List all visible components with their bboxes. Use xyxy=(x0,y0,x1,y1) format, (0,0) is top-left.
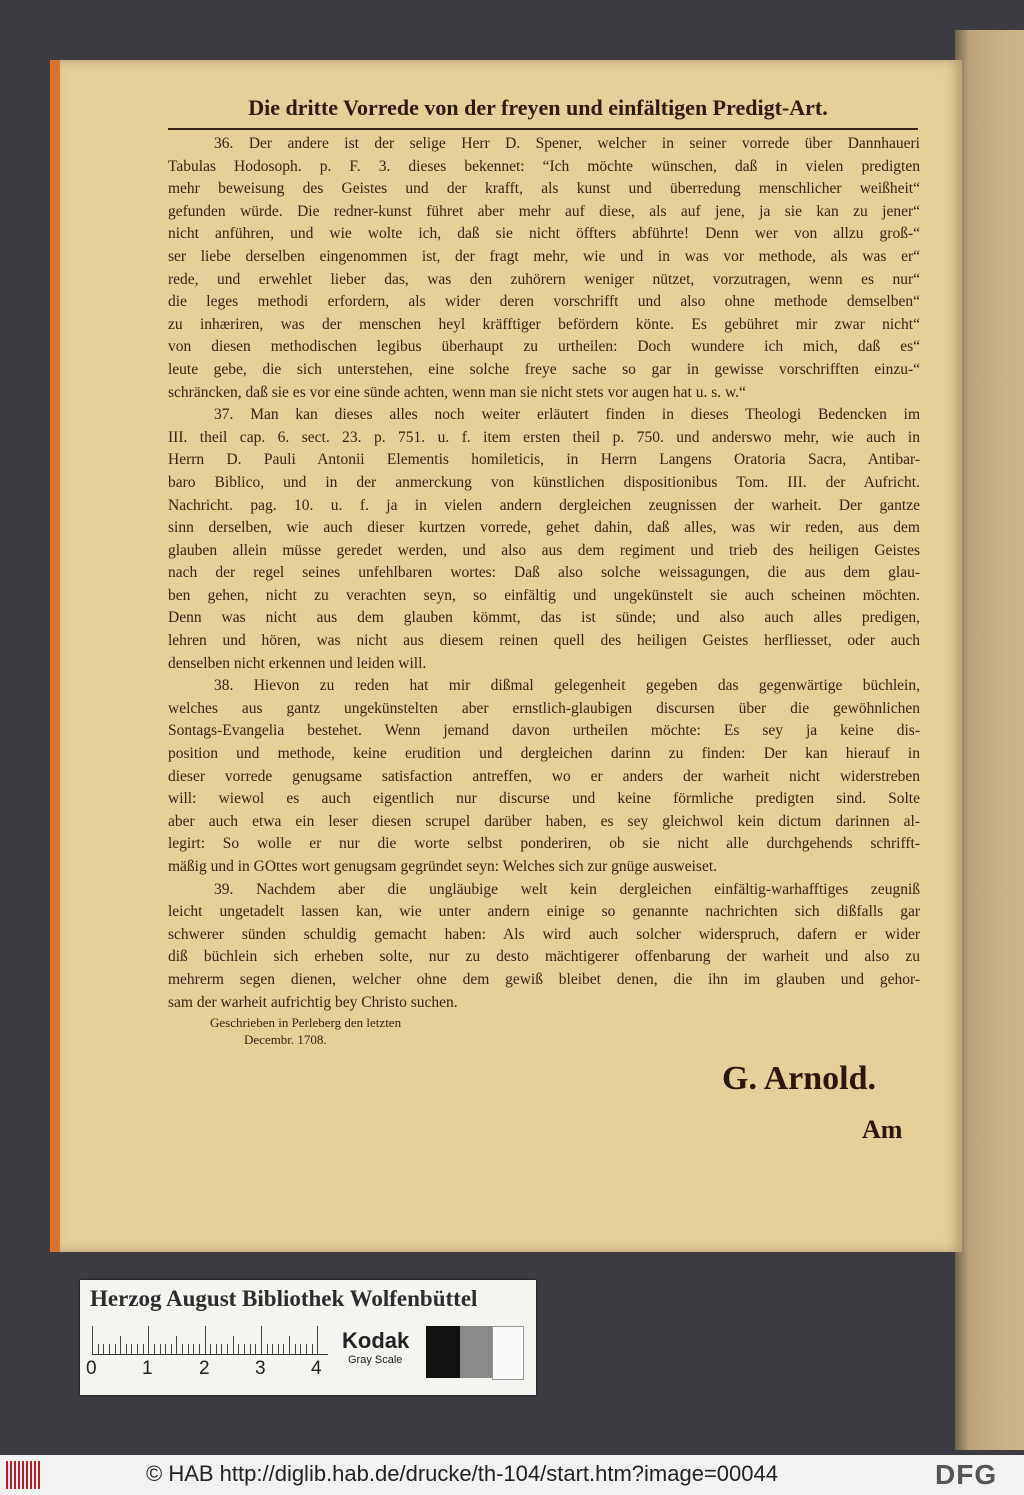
ruler-tick xyxy=(176,1336,177,1354)
text-line: diß büchlein sich erheben solte, nur zu desto mächtigerer offenbarung der warheit und also zu xyxy=(168,948,920,966)
ruler-tick xyxy=(227,1344,228,1354)
ruler-tick xyxy=(244,1344,245,1354)
ruler-tick xyxy=(210,1344,211,1354)
color-calibration-card xyxy=(80,1280,536,1395)
scale-ruler xyxy=(92,1326,328,1355)
text-line: schräncken, daß sie es vor eine sünde achten, wenn man sie nicht stets vor augen hat u. s. w.“ xyxy=(168,383,746,401)
ruler-tick xyxy=(131,1344,132,1354)
text-line: 38. Hievon zu reden hat mir dißmal gelegenheit gegeben das gegenwärtige büchlein, xyxy=(214,677,920,695)
ruler-number: 0 xyxy=(86,1358,97,1379)
hab-logo-icon xyxy=(6,1461,40,1489)
text-line: 39. Nachdem aber die ungläubige welt kein dergleichen einfältig-warhafftiges zeugniß xyxy=(214,880,920,898)
ruler-tick xyxy=(137,1344,138,1354)
ruler-tick xyxy=(283,1344,284,1354)
ruler-tick xyxy=(160,1344,161,1354)
ruler-number: 1 xyxy=(142,1358,153,1379)
ruler-tick xyxy=(295,1344,296,1354)
header-rule xyxy=(168,128,918,130)
ruler-tick xyxy=(109,1344,110,1354)
closing-date: Decembr. 1708. xyxy=(244,1032,327,1047)
text-line: baro Biblico, und in der anmerckung von künstlichen dispositionibus Tom. III. der Aufricht. xyxy=(168,473,920,491)
text-line: legirt: So wolle er nur die worte selbst ponderiren, ob sie nicht alle durchgehends schrifft- xyxy=(168,835,920,853)
ruler-tick xyxy=(92,1326,93,1354)
text-line: will: wiewol es auch eigentlich nur discurse und keine förmliche predigten sind. Solte xyxy=(168,790,920,808)
ruler-tick xyxy=(205,1326,206,1354)
ruler-tick xyxy=(120,1336,121,1354)
ruler-tick xyxy=(154,1344,155,1354)
text-line: Sontags-Evangelia bestehet. Wenn jemand davon urtheilen möchte: Es sey ja keine dis- xyxy=(168,722,920,740)
text-line: Denn was nicht aus dem glauben kömmt, das ist sünde; und also auch alles predigen, xyxy=(168,609,920,627)
white-swatch xyxy=(492,1326,524,1380)
ruler-tick xyxy=(182,1344,183,1354)
ruler-tick xyxy=(312,1344,313,1354)
ruler-tick xyxy=(317,1326,318,1354)
ruler-tick xyxy=(143,1344,144,1354)
text-line: welches aus gantz ungekünstelten aber ernstlich-glaubigen discursen über die gewöhnlichen xyxy=(168,699,920,717)
adjacent-page xyxy=(955,30,1024,1450)
ruler-tick xyxy=(250,1344,251,1354)
text-line: von diesen methodischen legibus überhaupt zu urtheilen: Doch wundere ich mich, daß es“ xyxy=(168,338,920,356)
text-line: sinn derselben, wie auch dieser kurtzen vorrede, gehet dahin, daß alles, was wir reden, aus dem xyxy=(168,519,920,537)
text-line: nicht anführen, und wie wolte ich, daß sie nicht öffters abführte! Denn wer von allzu groß-“ xyxy=(168,225,920,243)
page-body-text xyxy=(168,133,920,1014)
text-line: 36. Der andere ist der selige Herr D. Spener, welcher in seiner vorrede über Dannhaueri xyxy=(214,135,920,152)
ruler-tick xyxy=(306,1344,307,1354)
catchword: Am xyxy=(862,1115,903,1144)
text-line: zu inhæriren, was der menschen heyl kräfftiger befördern könte. Es gebühret mir zwar nicht“ xyxy=(168,315,920,333)
text-line: ser liebe derselben eingenommen ist, der fragt mehr, wie und in was vor methode, als was er“ xyxy=(168,247,920,265)
text-line: III. theil cap. 6. sect. 23. p. 751. u. f. item ersten theil p. 750. und anderswo mehr, wie auch in xyxy=(168,428,920,446)
text-line: gefunden würde. Die redner-kunst führet aber mehr auf diese, als auf jene, ja sie kan zu jener“ xyxy=(168,202,920,220)
text-line: aber auch etwa ein leser diesen scrupel darüber haben, es sey gleichwol kein dictum darinnen al- xyxy=(168,812,920,830)
kodak-logo: Kodak xyxy=(342,1328,410,1353)
text-line: lehren und hören, was nicht aus diesem reinen quell des heiligen Geistes herfliesset, oder auch xyxy=(168,632,920,650)
closing-dateline xyxy=(210,1014,401,1048)
ruler-number: 4 xyxy=(311,1358,322,1379)
footer-bar xyxy=(0,1455,1024,1495)
ruler-tick xyxy=(165,1344,166,1354)
text-line: schwerer sünden schuldig gemacht haben: Als wird auch solcher widerspruch, dafern er wider xyxy=(168,925,920,943)
ruler-tick xyxy=(272,1344,273,1354)
text-line: rede, und erwehlet lieber das, was den zuhörern weniger nützet, vorzutragen, wenn es nur“ xyxy=(168,270,920,288)
text-line: nach der regel seines unfehlbaren wortes: Daß also solche weissagungen, die aus dem glau- xyxy=(168,564,920,582)
ruler-number: 3 xyxy=(255,1358,266,1379)
text-line: dieser vorrede genugsame satisfaction antreffen, wo er anders der warheit nicht widerstreben xyxy=(168,767,920,785)
text-line: position und methode, keine erudition und dergleichen darinn zu finden: Der kan hierauf in xyxy=(168,745,920,763)
text-line: sam der warheit aufrichtig bey Christo suchen. xyxy=(168,993,458,1011)
ruler-tick xyxy=(126,1344,127,1354)
signature: G. Arnold. xyxy=(722,1060,876,1097)
text-line: glauben allein müsse geredet werden, und also aus dem regiment und trieb des heiligen Geistes xyxy=(168,541,920,559)
text-line: leicht ungetadelt lassen kan, wie unter andern einige so genannte nachrichten sich dißfalls gar xyxy=(168,903,920,921)
text-line: denselben nicht erkennen und leiden will. xyxy=(168,654,427,672)
text-line: Herrn D. Pauli Antonii Elementis homileticis, in Herrn Langens Oratoria Sacra, Antibar- xyxy=(168,451,920,469)
dfg-logo: DFG xyxy=(935,1459,998,1490)
ruler-tick xyxy=(267,1344,268,1354)
ruler-tick xyxy=(216,1344,217,1354)
text-line: die leges methodi erfordern, als wider deren vorschrifft und also ohne methode demselben“ xyxy=(168,293,920,311)
ruler-tick xyxy=(238,1344,239,1354)
ruler-tick xyxy=(278,1344,279,1354)
ruler-tick xyxy=(261,1326,262,1354)
black-swatch xyxy=(426,1326,460,1378)
text-line: mehr beweisung des Geistes und der krafft, als kunst und überredung menschlicher weißheit“ xyxy=(168,180,920,198)
text-line: mäßig und in GOttes wort genugsam gegründet seyn: Welches sich zur gnüge ausweiset. xyxy=(168,858,718,875)
closing-place: Geschrieben in Perleberg den letzten xyxy=(210,1015,402,1030)
text-line: Nachricht. pag. 10. u. f. ja in vielen andern dergleichen zeugnissen der warheit. Der gantze xyxy=(168,496,920,514)
text-line: mehrerm segen dienen, welcher ohne dem gewiß bleibet denen, die ihn im glauben und gehor- xyxy=(168,970,920,988)
copyright-url[interactable]: © HAB http://diglib.hab.de/drucke/th-104/start.htm?image=00044 xyxy=(146,1461,778,1486)
text-line: Tabulas Hodosoph. p. F. 3. dieses bekennet: “Ich möchte wünschen, daß in vielen predigten xyxy=(168,157,920,175)
ruler-tick xyxy=(233,1336,234,1354)
ruler-number: 2 xyxy=(199,1358,210,1379)
text-line: ben gehen, nicht zu verachten seyn, so einfältig und ungekünstelt sie auch scheinen möchten. xyxy=(168,586,920,604)
ruler-tick xyxy=(221,1344,222,1354)
ruler-tick xyxy=(300,1344,301,1354)
ruler-tick xyxy=(115,1344,116,1354)
page-header: Die dritte Vorrede von der freyen und einfältigen Predigt-Art. xyxy=(248,95,828,120)
ruler-tick xyxy=(103,1344,104,1354)
ruler-tick xyxy=(148,1326,149,1354)
ruler-tick xyxy=(199,1344,200,1354)
text-line: 37. Man kan dieses alles noch weiter erläutert finden in dieses Theologi Bedencken im xyxy=(214,406,920,424)
ruler-tick xyxy=(188,1344,189,1354)
gray-swatch xyxy=(460,1326,492,1378)
ruler-tick xyxy=(193,1344,194,1354)
ruler-tick xyxy=(171,1344,172,1354)
gray-scale-label: Gray Scale xyxy=(348,1354,403,1366)
ruler-tick xyxy=(255,1344,256,1354)
ruler-tick xyxy=(289,1336,290,1354)
text-line: leute gebe, die sich unterstehen, eine solche freye sache so gar in gewisse vorschrifften einzu-“ xyxy=(168,360,920,378)
ruler-tick xyxy=(98,1344,99,1354)
library-name: Herzog August Bibliothek Wolfenbüttel xyxy=(90,1286,478,1311)
